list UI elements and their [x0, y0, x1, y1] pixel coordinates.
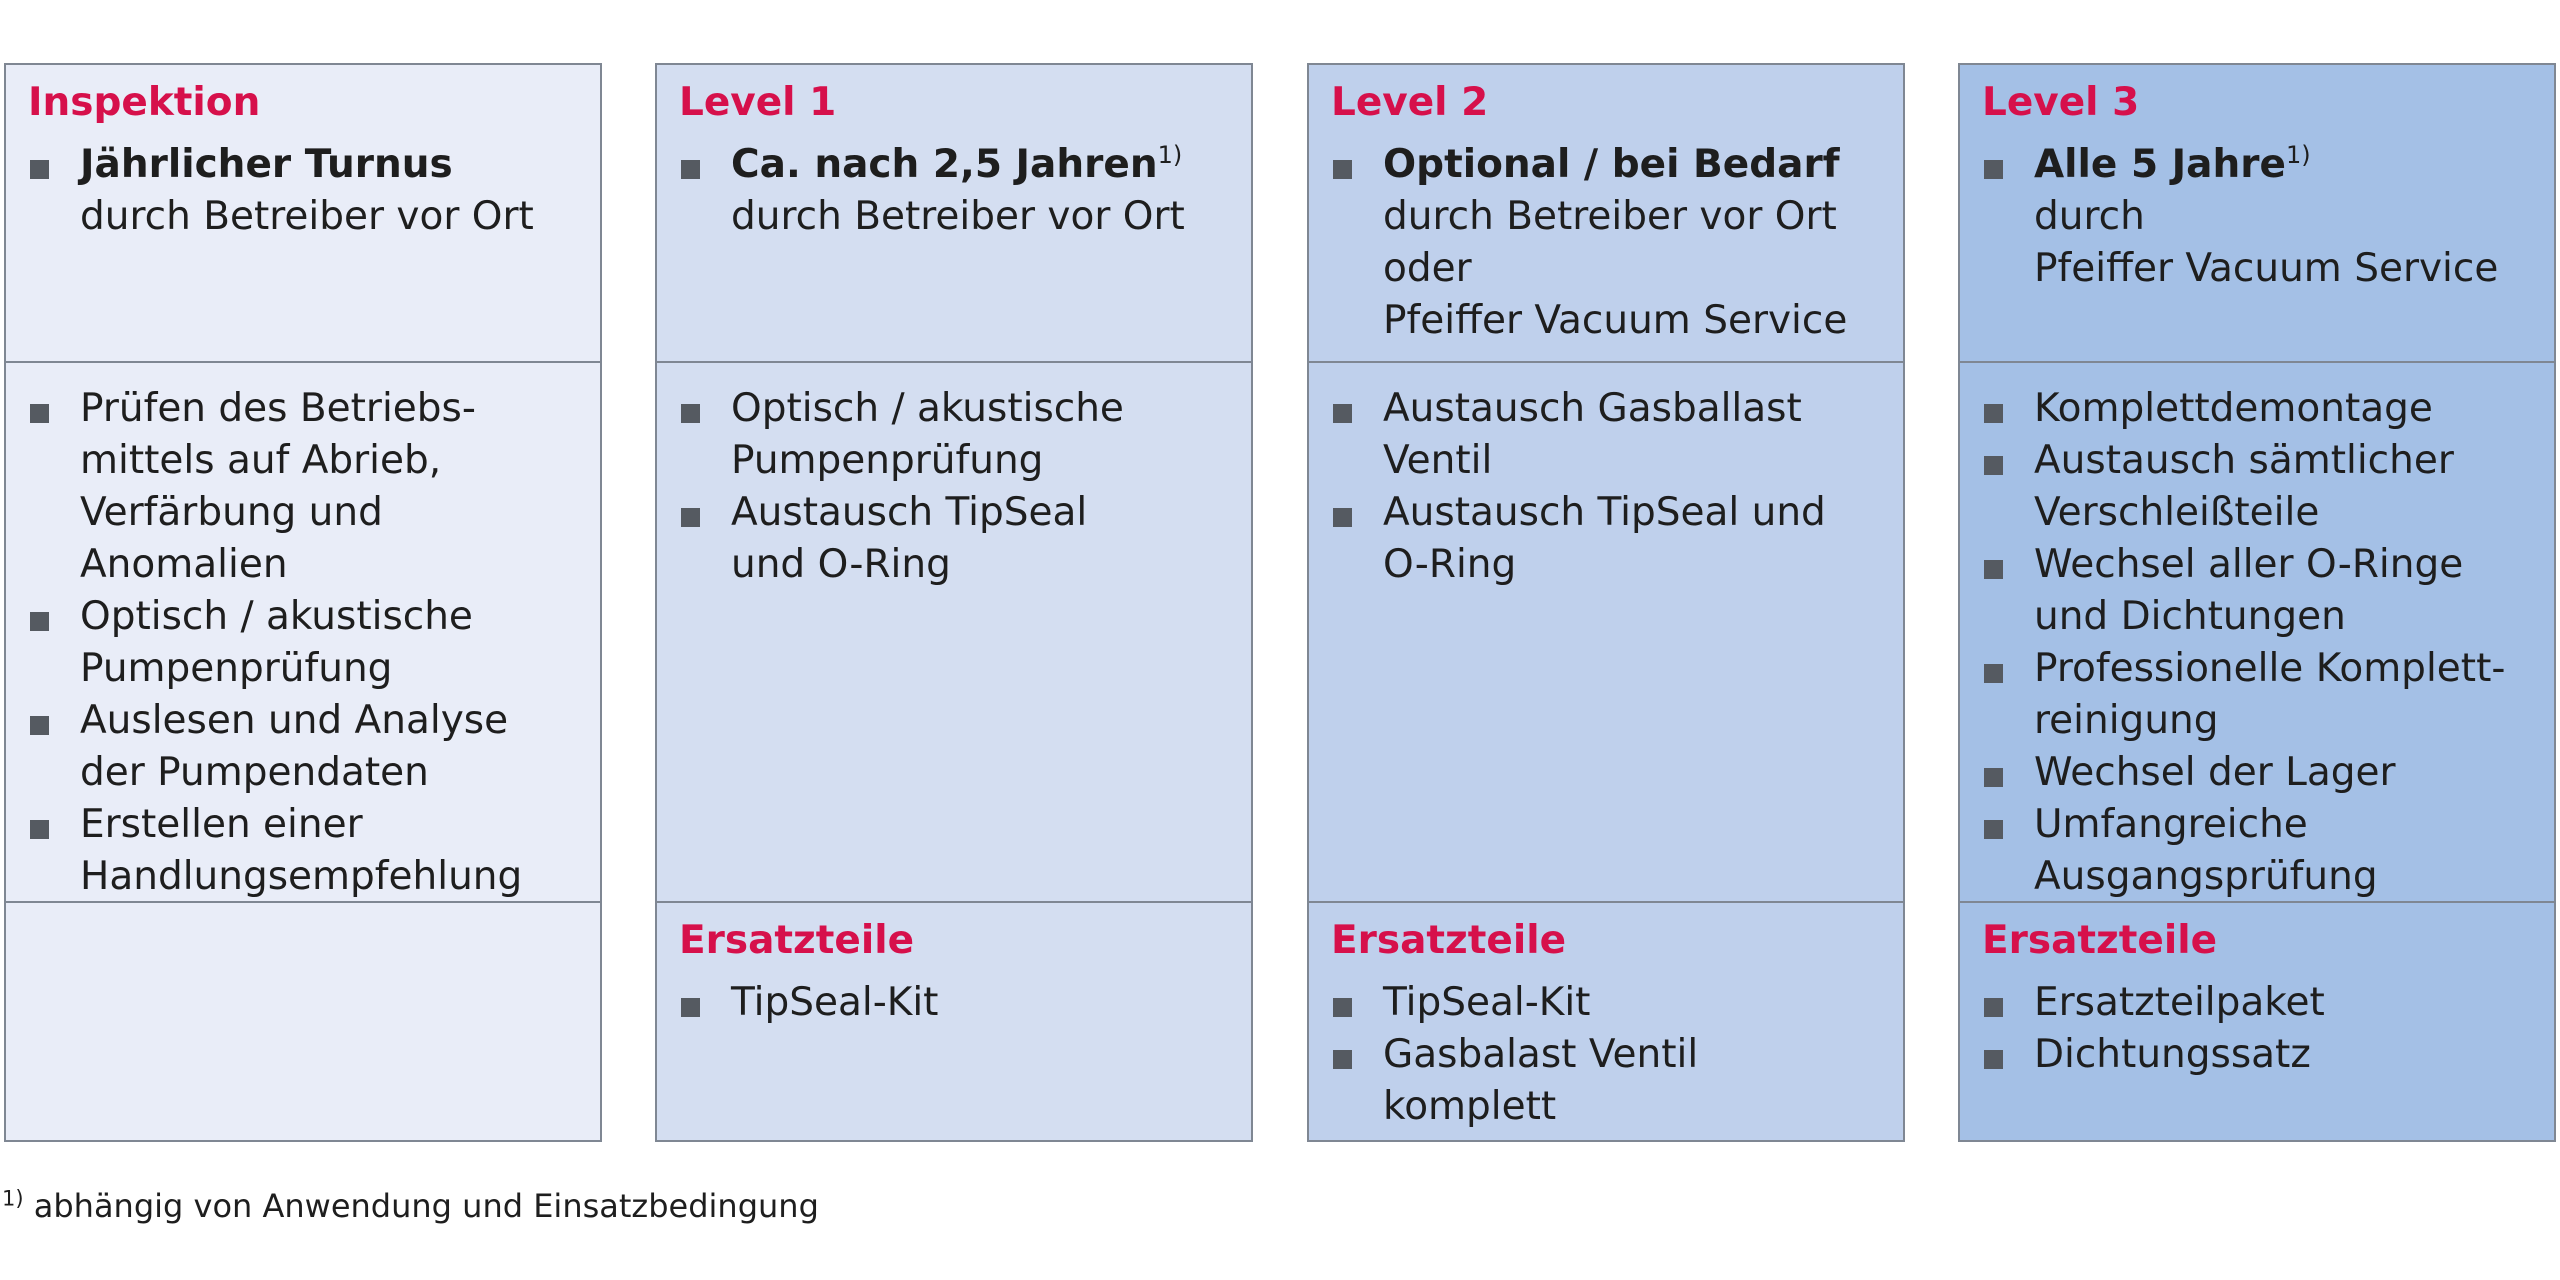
list-item: Optisch / akustische Pumpenprüfung [28, 591, 578, 695]
column-title: Level 3 [1982, 80, 2140, 125]
interval-line: durch Betreiber vor Ort [1383, 194, 1837, 239]
column-title: Inspektion [28, 80, 261, 125]
interval-line: Pfeiffer Vacuum Service [1383, 298, 1848, 343]
task-list [1982, 383, 2532, 903]
list-item: Austausch Gasballast Ventil [1331, 383, 1881, 487]
column-title: Level 2 [1331, 80, 1489, 125]
interval-bold: Jährlicher Turnus [80, 142, 453, 187]
interval-list [1982, 139, 2532, 295]
interval-line: durch Betreiber vor Ort [80, 194, 534, 239]
list-item: TipSeal-Kit [679, 977, 1229, 1029]
footnote-text: abhängig von Anwendung und Einsatzbedingung [33, 1187, 819, 1225]
tasks-section [657, 361, 1251, 901]
list-item: Wechsel aller O-Ringe und Dichtungen [1982, 539, 2532, 643]
interval-item [679, 139, 1229, 243]
tasks-section [1309, 361, 1903, 901]
interval-item [28, 139, 578, 243]
interval-item [1331, 139, 1881, 347]
list-item: Ersatzteilpaket [1982, 977, 2532, 1029]
tasks-section [1960, 361, 2554, 901]
list-item: Optisch / akustische Pumpenprüfung [679, 383, 1229, 487]
column-level-1 [655, 63, 1253, 1142]
interval-bold: Ca. nach 2,5 Jahren$^{1)}$ [731, 141, 1183, 187]
interval-list [28, 139, 578, 243]
parts-title: Ersatzteile [1331, 918, 1567, 963]
parts-section [1960, 901, 2554, 1140]
interval-line: Pfeiffer Vacuum Service [2034, 246, 2499, 291]
interval-bold: Optional / bei Bedarf [1383, 142, 1840, 187]
list-item: TipSeal-Kit [1331, 977, 1881, 1029]
interval-line: oder [1383, 246, 1472, 291]
parts-title: Ersatzteile [679, 918, 915, 963]
list-item: Austausch TipSeal und O-Ring [1331, 487, 1881, 591]
list-item: Erstellen einer Handlungsempfehlung [28, 799, 578, 903]
tasks-section [6, 361, 600, 901]
interval-section [6, 65, 600, 361]
column-level-3 [1958, 63, 2556, 1142]
parts-title: Ersatzteile [1982, 918, 2218, 963]
parts-list [1331, 977, 1881, 1133]
interval-line: durch Betreiber vor Ort [731, 194, 1185, 239]
interval-list [679, 139, 1229, 243]
list-item: Komplettdemontage [1982, 383, 2532, 435]
interval-bold: Alle 5 Jahre$^{1)}$ [2034, 141, 2311, 187]
task-list [679, 383, 1229, 591]
list-item: Austausch sämtlicher Verschleißteile [1982, 435, 2532, 539]
task-list [28, 383, 578, 903]
parts-list [1982, 977, 2532, 1081]
footnote-mark: 1) [2285, 141, 2311, 169]
list-item: Prüfen des Betriebsmittels auf Abrieb, Verfärbung und Anomalien [28, 383, 578, 591]
interval-section [657, 65, 1251, 361]
list-item: Umfangreiche Ausgangsprüfung [1982, 799, 2532, 903]
column-title: Level 1 [679, 80, 837, 125]
list-item: Wechsel der Lager [1982, 747, 2532, 799]
column-inspektion [4, 63, 602, 1142]
interval-item [1982, 139, 2532, 295]
footnote-mark: 1) [2, 1186, 24, 1211]
interval-section [1309, 65, 1903, 361]
parts-section [6, 901, 600, 1140]
interval-line: durch [2034, 194, 2145, 239]
parts-section [1309, 901, 1903, 1140]
parts-section [657, 901, 1251, 1140]
list-item: Auslesen und Analyse der Pumpendaten [28, 695, 578, 799]
list-item: Professionelle Komplettreinigung [1982, 643, 2532, 747]
interval-section [1960, 65, 2554, 361]
list-item: Austausch TipSeal und O-Ring [679, 487, 1229, 591]
footnote-mark: 1) [1157, 141, 1183, 169]
column-level-2 [1307, 63, 1905, 1142]
footnote [2, 1185, 819, 1227]
interval-list [1331, 139, 1881, 347]
list-item: Dichtungssatz [1982, 1029, 2532, 1081]
list-item: Gasbalast Ventil komplett [1331, 1029, 1881, 1133]
parts-list [679, 977, 1229, 1029]
task-list [1331, 383, 1881, 591]
